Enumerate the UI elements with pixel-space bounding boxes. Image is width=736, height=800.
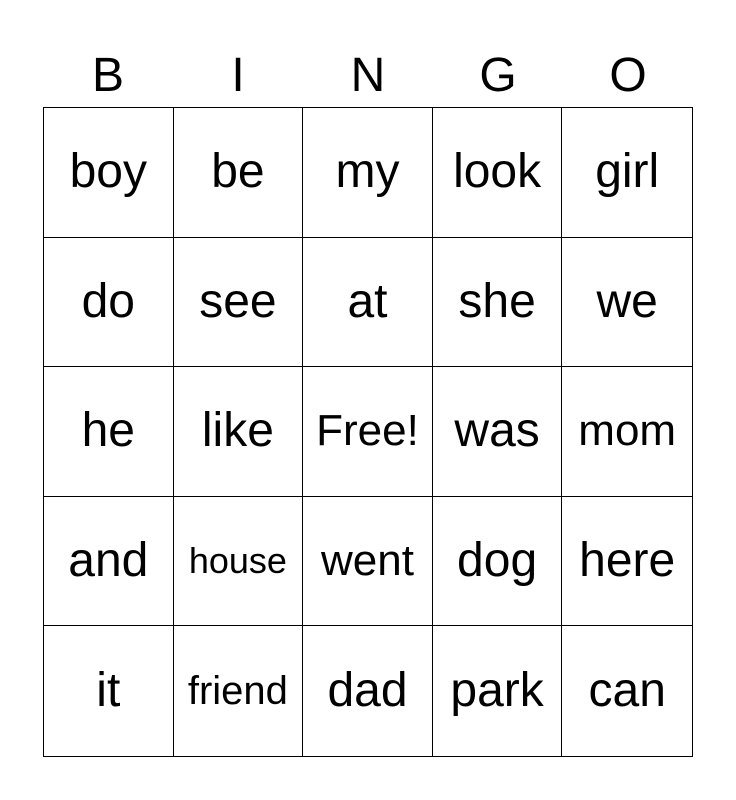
bingo-cell[interactable] <box>562 108 692 238</box>
header-letter-g: G <box>479 49 517 102</box>
header-letter-b: B <box>91 49 124 102</box>
cell-word: it <box>96 664 121 718</box>
bingo-cell[interactable] <box>44 108 174 238</box>
cell-word: dad <box>327 664 408 718</box>
bingo-cell[interactable] <box>174 367 304 497</box>
bingo-cell[interactable] <box>562 626 692 756</box>
free-space-label: Free! <box>316 406 419 456</box>
bingo-cell[interactable] <box>303 626 433 756</box>
bingo-cell[interactable] <box>433 497 563 627</box>
cell-word: friend <box>187 669 288 714</box>
cell-word: park <box>450 664 544 718</box>
bingo-cell[interactable] <box>44 626 174 756</box>
header-letter-n: N <box>350 49 386 102</box>
cell-word: house <box>188 540 287 582</box>
bingo-header <box>43 44 693 108</box>
header-letter-i: I <box>231 49 245 102</box>
cell-word: do <box>81 274 135 328</box>
cell-word: my <box>335 145 400 199</box>
cell-word: boy <box>69 145 147 199</box>
bingo-cell[interactable] <box>174 108 304 238</box>
cell-word: see <box>199 274 277 328</box>
cell-word: went <box>321 536 414 586</box>
bingo-cell[interactable] <box>44 497 174 627</box>
bingo-board <box>43 107 693 757</box>
bingo-cell[interactable] <box>433 238 563 368</box>
cell-word: like <box>201 404 274 458</box>
cell-word: be <box>211 145 265 199</box>
bingo-cell[interactable] <box>303 108 433 238</box>
cell-word: girl <box>595 145 660 199</box>
bingo-cell[interactable] <box>562 238 692 368</box>
cell-word: he <box>81 404 135 458</box>
bingo-cell[interactable] <box>562 497 692 627</box>
cell-word: can <box>588 664 666 718</box>
cell-word: here <box>579 534 676 588</box>
cell-word: at <box>347 274 388 328</box>
free-space-cell[interactable] <box>303 367 433 497</box>
bingo-cell[interactable] <box>174 497 304 627</box>
bingo-cell[interactable] <box>562 367 692 497</box>
cell-word: mom <box>578 406 677 456</box>
bingo-cell[interactable] <box>303 497 433 627</box>
header-letter-o: O <box>609 49 647 102</box>
bingo-cell[interactable] <box>174 238 304 368</box>
bingo-cell[interactable] <box>44 238 174 368</box>
bingo-cell[interactable] <box>433 367 563 497</box>
bingo-cell[interactable] <box>303 238 433 368</box>
cell-word: was <box>454 404 540 458</box>
cell-word: we <box>596 274 658 328</box>
bingo-cell[interactable] <box>44 367 174 497</box>
cell-word: dog <box>457 534 538 588</box>
bingo-cell[interactable] <box>174 626 304 756</box>
bingo-cell[interactable] <box>433 108 563 238</box>
cell-word: and <box>68 534 149 588</box>
cell-word: she <box>458 274 536 328</box>
bingo-cell[interactable] <box>433 626 563 756</box>
cell-word: look <box>453 145 542 199</box>
